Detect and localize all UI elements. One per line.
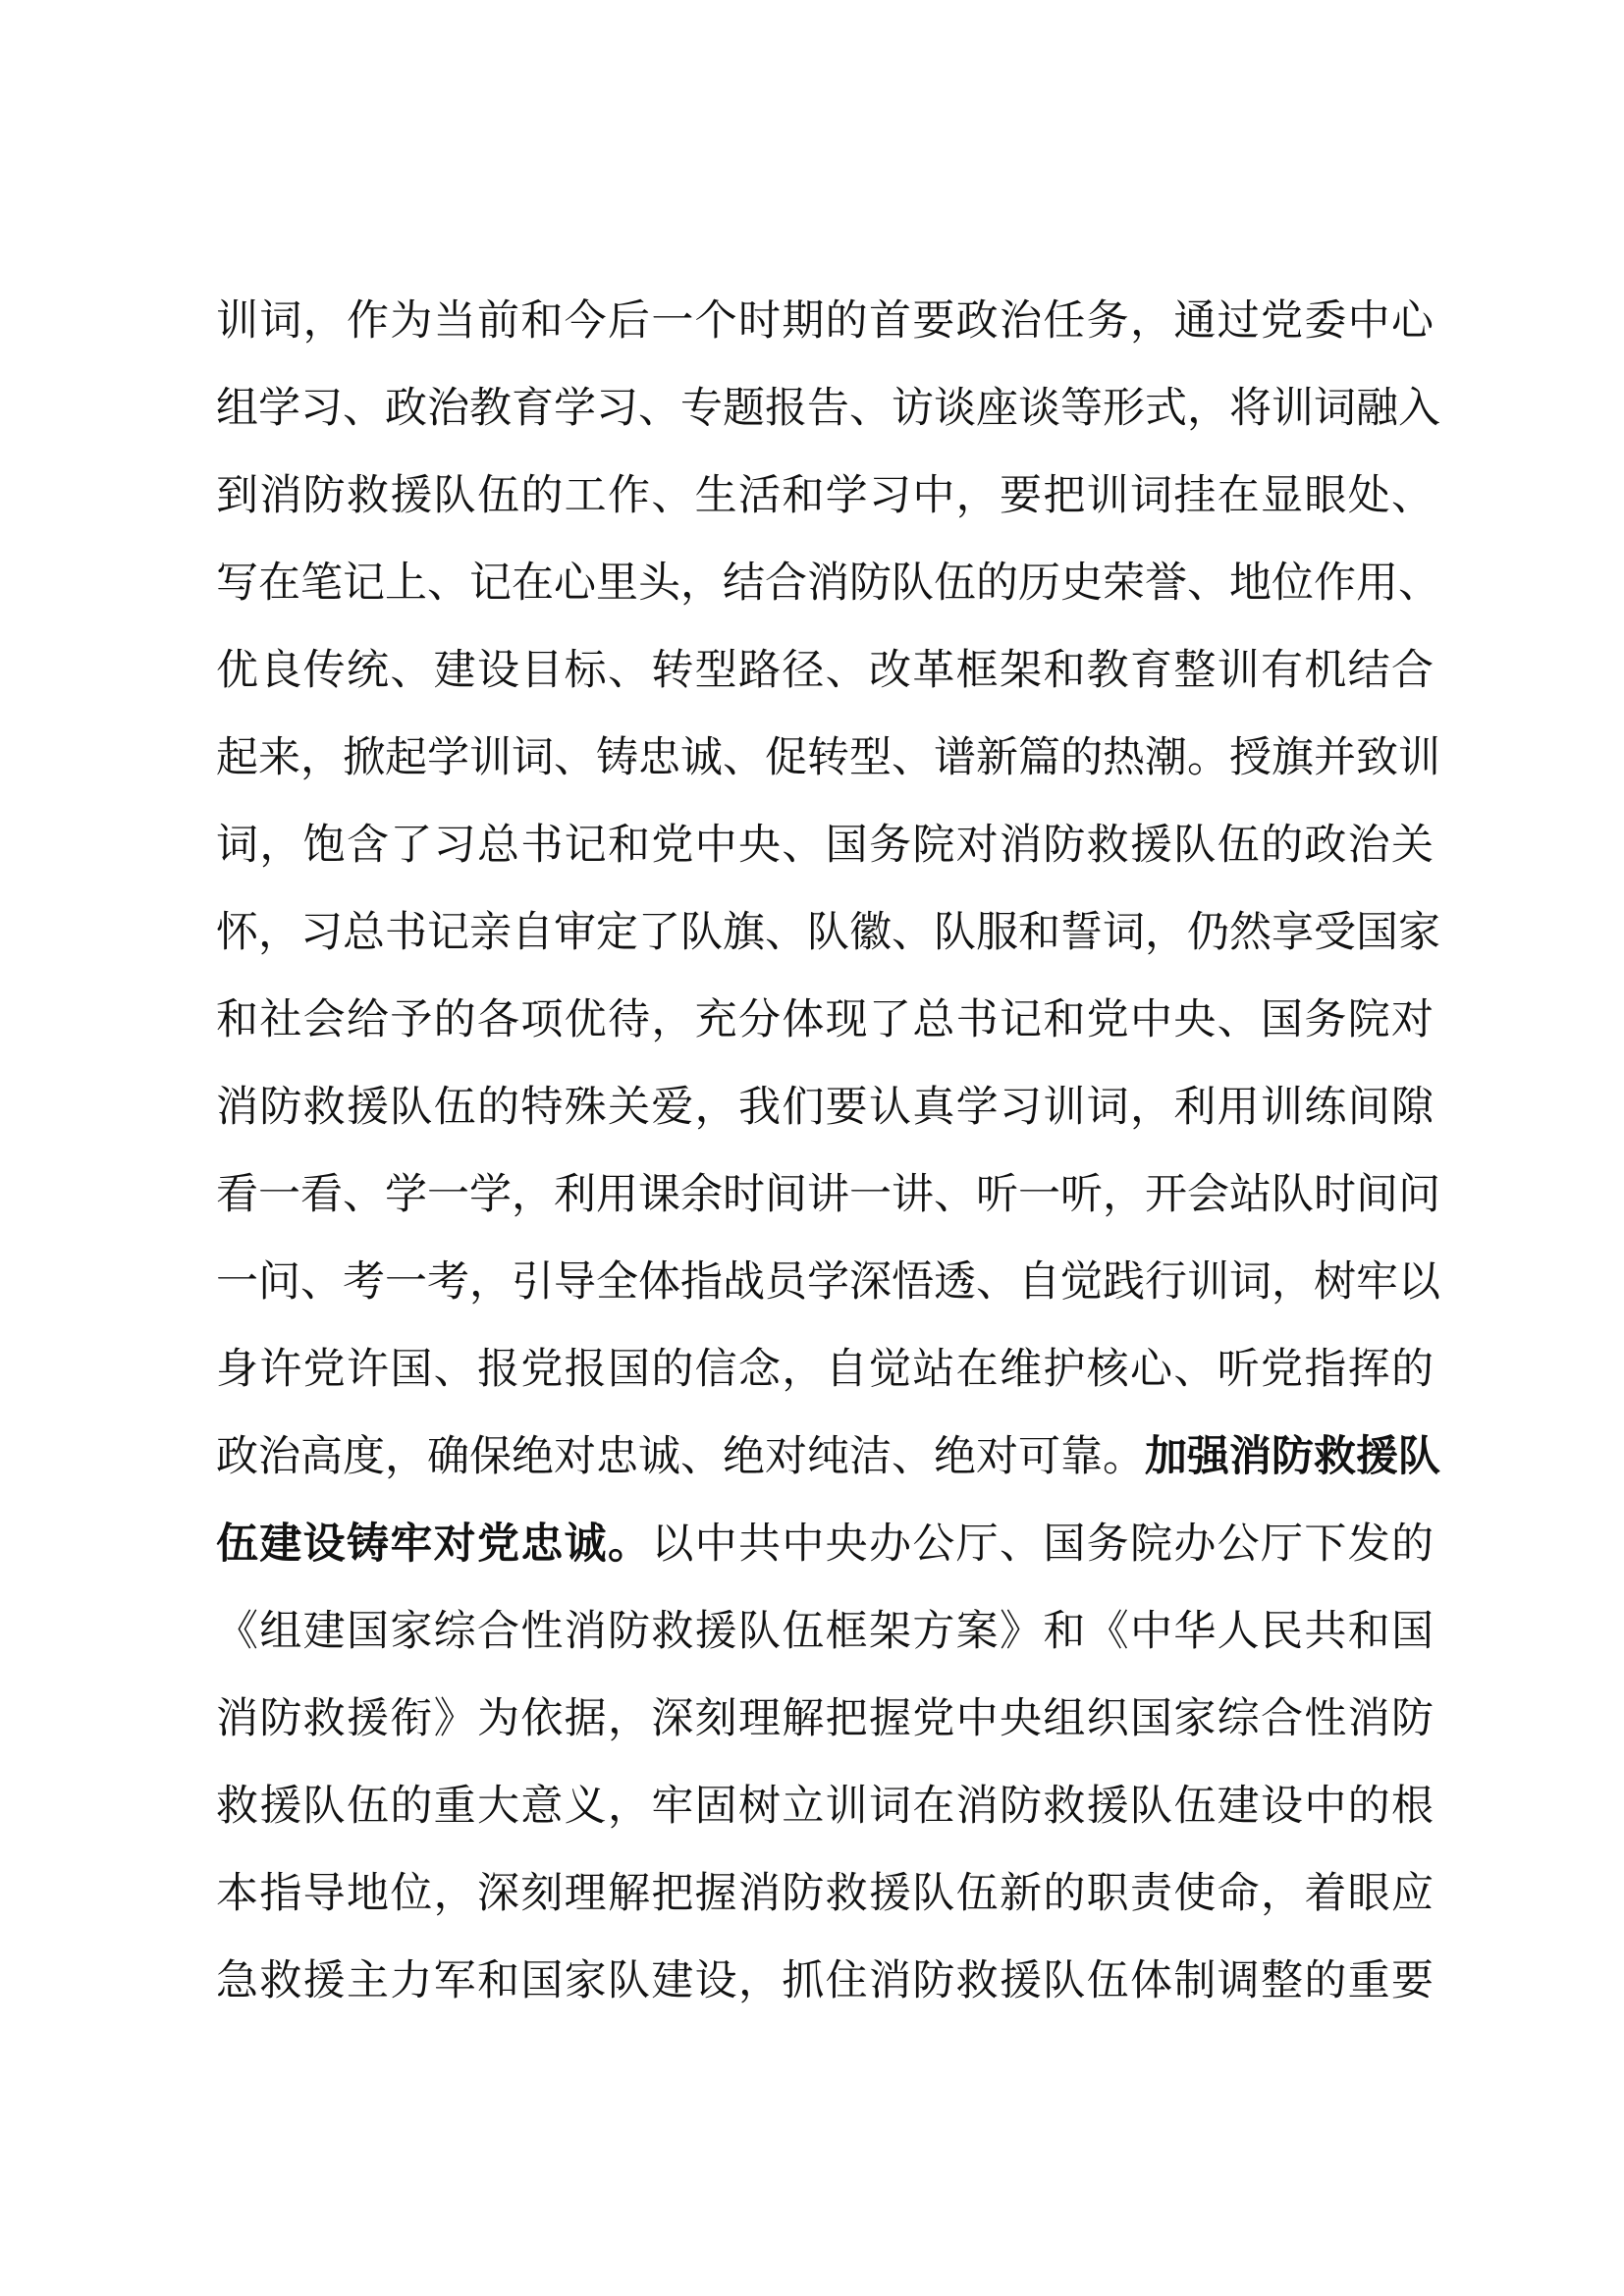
- text-line: 救援队伍的重大意义，牢固树立训词在消防救援队伍建设中的根: [216, 1782, 1434, 1831]
- bold-heading-segment: 加强消防救援队: [1145, 1432, 1440, 1481]
- text-line: 消防救援队伍的特殊关爱，我们要认真学习训词，利用训练间隙: [216, 1083, 1434, 1132]
- text-line: 训词，作为当前和今后一个时期的首要政治任务，通过党委中心: [216, 296, 1434, 346]
- text-line: 身许党许国、报党报国的信念，自觉站在维护核心、听党指挥的: [216, 1345, 1434, 1394]
- text-line: 写在笔记上、记在心里头，结合消防队伍的历史荣誉、地位作用、: [216, 559, 1440, 608]
- text-line: 急救援主力军和国家队建设，抓住消防救援队伍体制调整的重要: [216, 1956, 1434, 2005]
- body-text: [216, 278, 1440, 2025]
- text-segment: 政治高度，确保绝对忠诚、绝对纯洁、绝对可靠。: [216, 1432, 1145, 1481]
- text-line: 怀，习总书记亲自审定了队旗、队徽、队服和誓词，仍然享受国家: [216, 908, 1440, 957]
- text-line: [216, 1501, 1434, 1588]
- text-segment: 以中共中央办公厅、国务院办公厅下发的: [651, 1520, 1435, 1569]
- text-line: 起来，掀起学训词、铸忠诚、促转型、谱新篇的热潮。授旗并致训: [216, 733, 1440, 782]
- text-line: [216, 1414, 1440, 1501]
- text-line: 组学习、政治教育学习、专题报告、访谈座谈等形式，将训词融入: [216, 384, 1440, 433]
- text-line: 优良传统、建设目标、转型路径、改革框架和教育整训有机结合: [216, 646, 1434, 695]
- text-line: 消防救援衔》为依据，深刻理解把握党中央组织国家综合性消防: [216, 1694, 1434, 1743]
- bold-heading-segment: 伍建设铸牢对党忠诚。: [216, 1520, 652, 1569]
- text-line: 词，饱含了习总书记和党中央、国务院对消防救援队伍的政治关: [216, 821, 1434, 870]
- text-line: 《组建国家综合性消防救援队伍框架方案》和《中华人民共和国: [216, 1607, 1434, 1656]
- text-line: 一问、考一考，引导全体指战员学深悟透、自觉践行训词，树牢以: [216, 1257, 1440, 1307]
- text-line: 本指导地位，深刻理解把握消防救援队伍新的职责使命，着眼应: [216, 1869, 1434, 1918]
- text-line: 和社会给予的各项优待，充分体现了总书记和党中央、国务院对: [216, 995, 1434, 1044]
- text-line: 看一看、学一学，利用课余时间讲一讲、听一听，开会站队时间问: [216, 1170, 1440, 1219]
- text-line: 到消防救援队伍的工作、生活和学习中，要把训词挂在显眼处、: [216, 471, 1434, 520]
